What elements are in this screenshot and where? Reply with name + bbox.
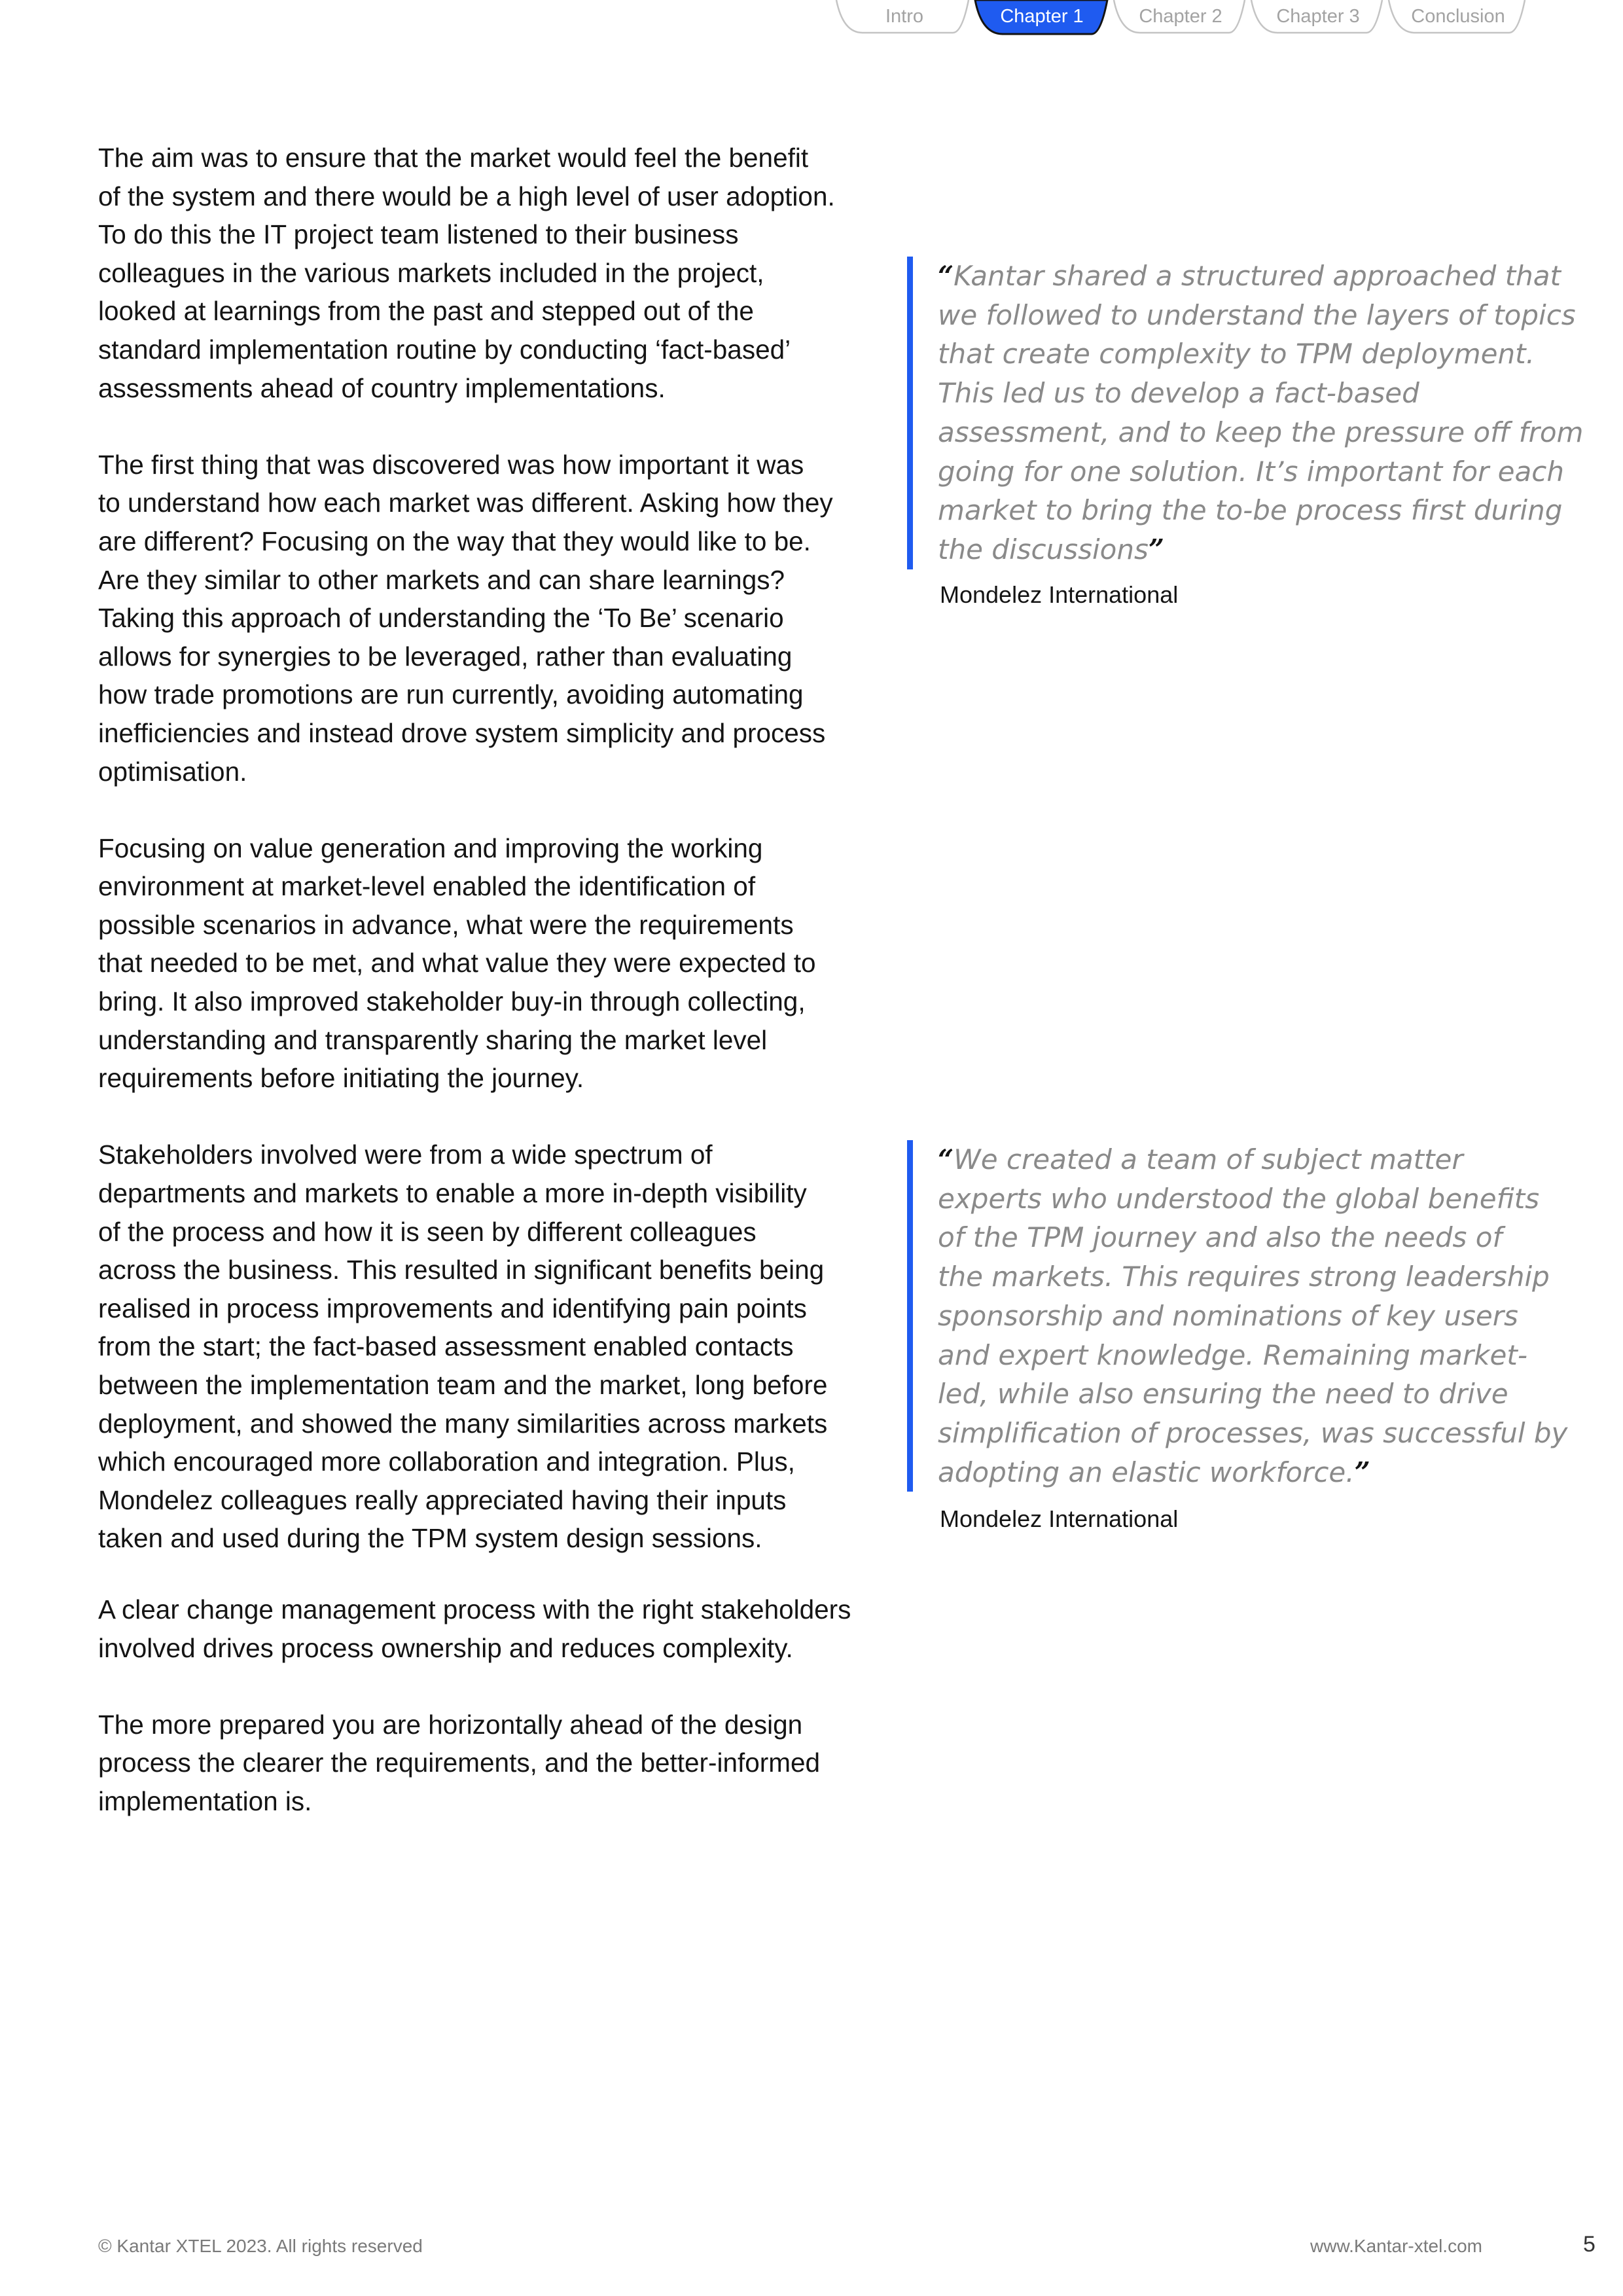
quote-author: Mondelez International (940, 1505, 1179, 1532)
body-paragraph: Focusing on value generation and improving the working environment at market-level enabled the identification of possible scenarios in advance, what were the requirements that needed to be met, and what value they were expected to bring. It also improved stakeholder buy-in through collecting, understanding and transparently sharing the market level requirements before initiating the journey. (98, 833, 816, 1094)
open-quote-mark: “ (938, 260, 954, 292)
page-number: 5 (1583, 2232, 1596, 2257)
body-paragraph: The more prepared you are horizontally ahead of the design process the clearer the requirements, and the better-informed implementation is. (98, 1709, 821, 1816)
body-text-column (98, 139, 883, 1859)
open-quote-mark: “ (938, 1143, 954, 1175)
close-quote-mark: ” (1148, 533, 1165, 565)
quote-body: We created a team of subject matter experts who understood the global benefits of the TPM journey and also the needs of the markets. This requires strong leadership sponsorship and nominations of key users and expert knowledge. Remaining market- led, while also ensuring the need to drive simplification of processes, was successful by adopting an elastic workforce. (938, 1143, 1568, 1488)
body-paragraph: The first thing that was discovered was how important it was to understand how each market was different. Asking how they are different? Focusing on the way that they would like to be. Are they similar to other markets and can share learnings? Taking this approach of understanding the ‘To Be’ scenario allows for synergies to be leveraged, rather than evaluating how trade promotions are run currently, avoiding automating inefficiencies and instead drove system simplicity and process optimisation. (98, 449, 833, 787)
tab-conclusion[interactable]: Conclusion (1411, 6, 1505, 27)
quote-body: Kantar shared a structured approached that we followed to understand the layers of topics that create complexity to TPM deployment. This led us to develop a fact-based assessment, and to keep the pressure off from going for one solution. It’s important for each market to bring the to-be process first during the discussions (938, 260, 1584, 565)
quote-author: Mondelez International (940, 581, 1179, 608)
tab-chapter-3[interactable]: Chapter 3 (1276, 6, 1360, 27)
quote-text (938, 257, 1623, 569)
body-paragraph: The aim was to ensure that the market would feel the benefit of the system and there would be a high level of user adoption. To do this the IT project team listened to their business colleagues in the various markets included in the project, looked at learnings from the past and stepped out of the standard implementation routine by conducting ‘fact-based’ assessments ahead of country implementations. (98, 143, 835, 403)
tab-intro[interactable]: Intro (885, 6, 924, 27)
footer-website-link[interactable]: www.Kantar-xtel.com (1310, 2236, 1482, 2256)
close-quote-mark: ” (1354, 1456, 1370, 1488)
footer-copyright: © Kantar XTEL 2023. All rights reserved (98, 2236, 423, 2256)
pull-quote (907, 1140, 1623, 1492)
quote-text (938, 1140, 1623, 1492)
tab-chapter-2[interactable]: Chapter 2 (1139, 6, 1222, 27)
chapter-navigation (831, 0, 1538, 37)
body-paragraph: Stakeholders involved were from a wide spectrum of departments and markets to enable a more in-depth visibility of the process and how it is seen by different colleagues across the business. This resulted in significant benefits being realised in process improvements and identifying pain points from the start; the fact-based assessment enabled contacts between the implementation team and the market, long before deployment, and showed the many similarities across markets which encouraged more collaboration and integration. Plus, Mondelez colleagues really appreciated having their inputs taken and used during the TPM system design sessions. (98, 1139, 828, 1554)
pull-quote (907, 257, 1623, 569)
tab-chapter-1[interactable]: Chapter 1 (1000, 6, 1084, 27)
body-paragraph: A clear change management process with the right stakeholders involved drives process ownership and reduces complexity. (98, 1594, 851, 1663)
